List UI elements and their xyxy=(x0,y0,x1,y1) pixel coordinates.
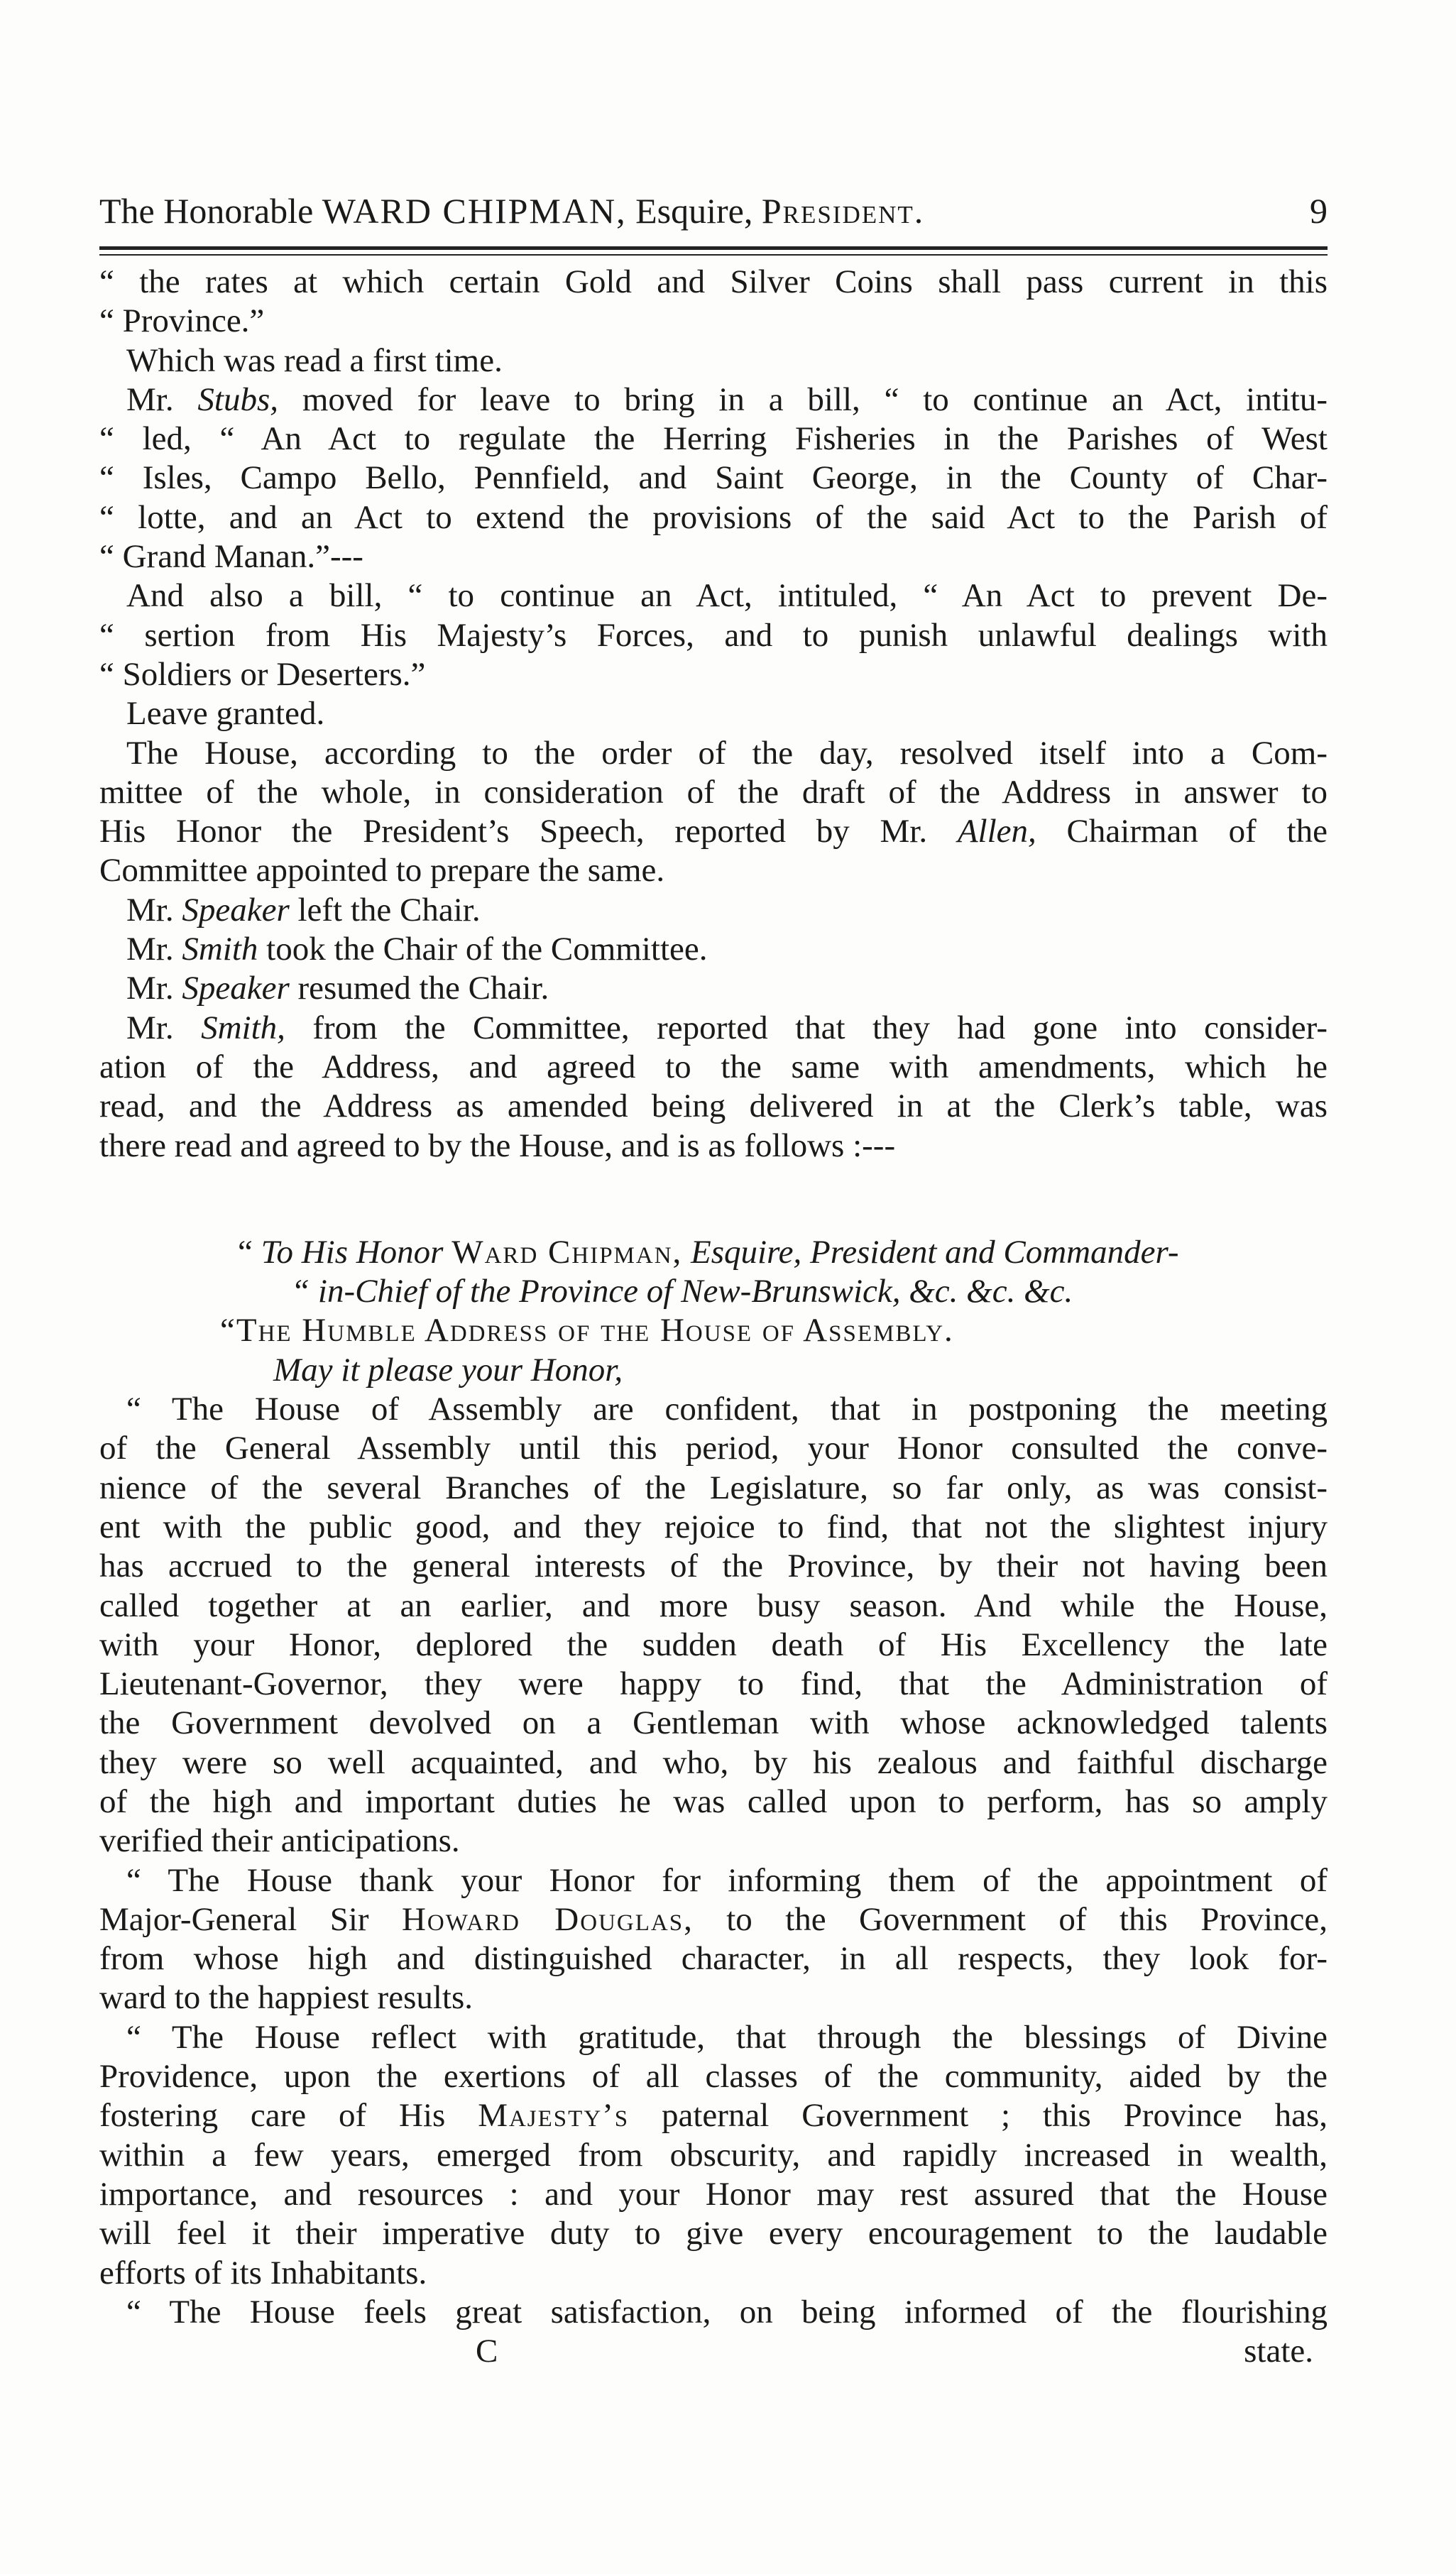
text-line: the Government devolved on a Gentleman with whose acknowledged talents xyxy=(99,1704,1328,1742)
text-line: “ The House thank your Honor for informing them of the appointment of xyxy=(126,1861,1328,1899)
header-rule-thick xyxy=(99,246,1328,250)
text-line: Providence, upon the exertions of all classes of the community, aided by the xyxy=(99,2058,1328,2096)
text-line: from whose high and distinguished character, in all respects, they look for- xyxy=(99,1940,1328,1978)
text-line: mittee of the whole, in consideration of the draft of the Address in answer to xyxy=(99,773,1328,811)
text-line: efforts of its Inhabitants. xyxy=(99,2254,427,2291)
text-line: of the high and important duties he was called upon to perform, has so amply xyxy=(99,1782,1328,1820)
text-line: importance, and resources : and your Honor may rest assured that the House xyxy=(99,2175,1328,2213)
text-line: they were so well acquainted, and who, by his zealous and faithful discharge xyxy=(99,1743,1328,1781)
text-line: verified their anticipations. xyxy=(99,1822,460,1860)
text-line: “ sertion from His Majesty’s Forces, and to punish unlawful dealings with xyxy=(99,616,1328,654)
text-line: Mr. Smith took the Chair of the Committee. xyxy=(126,931,708,968)
text-line: “ Isles, Campo Bello, Pennfield, and Saint George, in the County of Char- xyxy=(99,459,1328,497)
text-line: “ lotte, and an Act to extend the provisions of the said Act to the Parish of xyxy=(99,498,1328,536)
text-line: ent with the public good, and they rejoice to find, that not the slightest injury xyxy=(99,1508,1328,1545)
text-line: Which was read a first time. xyxy=(126,341,503,379)
running-header xyxy=(0,186,1328,236)
text-line: “ The House reflect with gratitude, that through the blessings of Divine xyxy=(126,2018,1328,2056)
text-line: there read and agreed to by the House, and is as follows :--- xyxy=(99,1127,896,1164)
text-line: Lieutenant-Governor, they were happy to find, that the Administration of xyxy=(99,1665,1328,1703)
text-line: ward to the happiest results. xyxy=(99,1979,474,2017)
text-line: His Honor the President’s Speech, reported by Mr. Allen, Chairman of the xyxy=(99,813,1328,850)
text-line: will feel it their imperative duty to give every encouragement to the laudable xyxy=(99,2215,1328,2252)
text-line: with your Honor, deplored the sudden death of His Excellency the late xyxy=(99,1626,1328,1663)
salutation: May it please your Honor, xyxy=(273,1351,623,1389)
text-line: “ Province.” xyxy=(99,302,265,340)
address-heading: “The Humble Address of the House of Assembly. xyxy=(220,1312,954,1349)
text-line: “ the rates at which certain Gold and Silver Coins shall pass current in this xyxy=(99,263,1328,300)
text-line: Mr. Speaker left the Chair. xyxy=(126,891,481,929)
page-footer xyxy=(99,2332,1328,2371)
page-number: 9 xyxy=(1310,191,1328,231)
text-line: Committee appointed to prepare the same. xyxy=(99,852,665,889)
running-title: The Honorable WARD CHIPMAN, Esquire, President. xyxy=(99,191,925,231)
text-line: has accrued to the general interests of the Province, by their not having been xyxy=(99,1548,1328,1585)
text-line: And also a bill, “ to continue an Act, intituled, “ An Act to prevent De- xyxy=(126,577,1328,615)
text-line: “ Grand Manan.”--- xyxy=(99,538,363,576)
section-gap xyxy=(99,1166,1328,1233)
text-line: Mr. Smith, from the Committee, reported that they had gone into consider- xyxy=(126,1009,1328,1046)
address-recipient-line: “ in-Chief of the Province of New-Brunswick, &c. &c. &c. xyxy=(291,1273,1073,1310)
text-line: “ The House of Assembly are confident, that in postponing the meeting xyxy=(126,1391,1328,1428)
text-line: within a few years, emerged from obscurity, and rapidly increased in wealth, xyxy=(99,2136,1328,2174)
header-rule-thin xyxy=(99,254,1328,256)
text-line: read, and the Address as amended being delivered in at the Clerk’s table, was xyxy=(99,1088,1328,1125)
text-line: Mr. Speaker resumed the Chair. xyxy=(126,970,549,1007)
text-line: Leave granted. xyxy=(126,695,325,733)
text-line: Mr. Stubs, moved for leave to bring in a bill, “ to continue an Act, intitu- xyxy=(126,380,1328,418)
text-line: fostering care of His Majesty’s paternal Government ; this Province has, xyxy=(99,2097,1328,2135)
text-line: nience of the several Branches of the Legislature, so far only, as was consist- xyxy=(99,1469,1328,1506)
body-text xyxy=(99,263,1328,2371)
text-line: The House, according to the order of the day, resolved itself into a Com- xyxy=(126,734,1328,772)
text-line: “ led, “ An Act to regulate the Herring Fisheries in the Parishes of West xyxy=(99,420,1328,458)
text-line: called together at an earlier, and more busy season. And while the House, xyxy=(99,1587,1328,1624)
address-recipient-line: “ To His Honor Ward Chipman, Esquire, President and Commander- xyxy=(238,1233,1179,1271)
text-line: “ The House feels great satisfaction, on being informed of the flourishing xyxy=(126,2293,1328,2331)
text-line: Major-General Sir Howard Douglas, to the Government of this Province, xyxy=(99,1900,1328,1938)
text-line: “ Soldiers or Deserters.” xyxy=(99,655,426,693)
text-line: of the General Assembly until this period, your Honor consulted the conve- xyxy=(99,1430,1328,1467)
text-line: ation of the Address, and agreed to the same with amendments, which he xyxy=(99,1048,1328,1085)
signature-mark: C xyxy=(476,2333,498,2370)
catchword: state. xyxy=(1244,2333,1313,2370)
